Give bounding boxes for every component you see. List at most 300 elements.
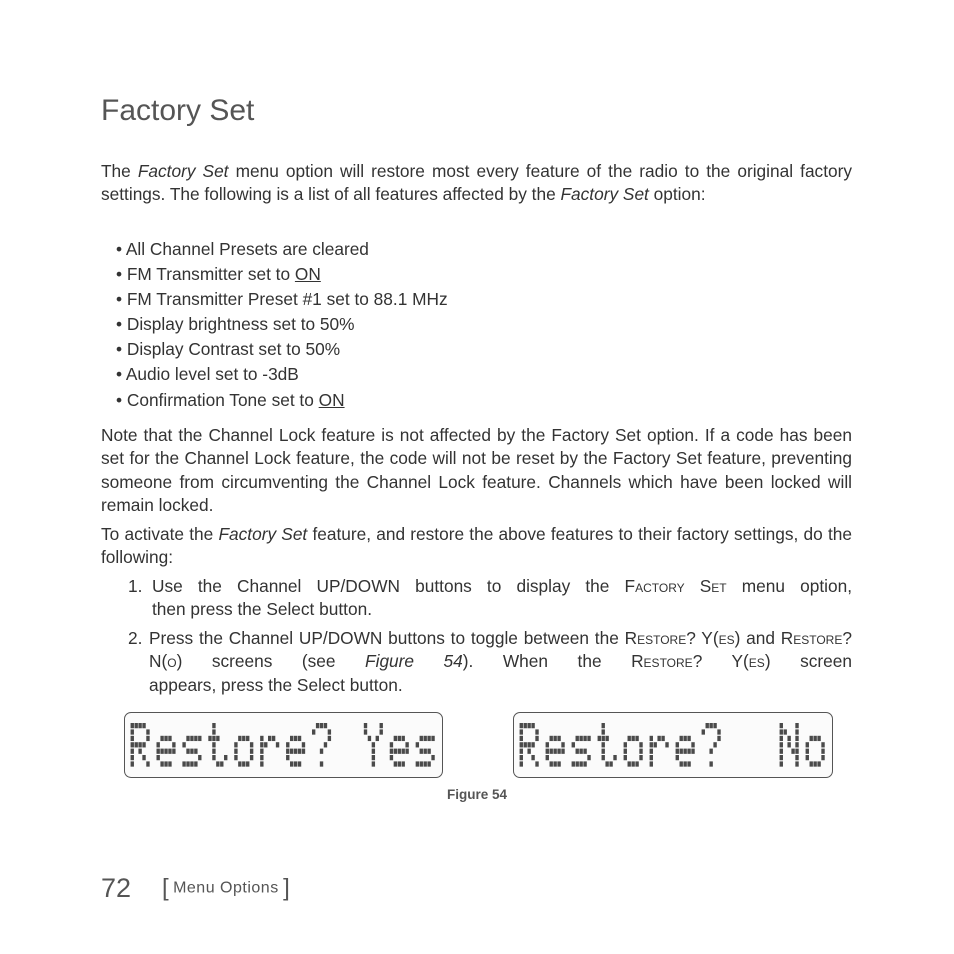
lcd-dot	[146, 729, 149, 734]
lcd-char	[416, 736, 435, 767]
lcd-dot	[531, 742, 534, 747]
lcd-dot	[806, 755, 809, 760]
lcd-dot	[135, 723, 138, 728]
lcd-dot	[628, 736, 631, 741]
lcd-dot	[780, 736, 783, 741]
lcd-dot	[320, 749, 323, 754]
lcd-dot	[216, 736, 219, 741]
lcd-dot	[795, 736, 798, 741]
lcd-dot	[717, 729, 720, 734]
lcd-char	[546, 736, 565, 767]
lcd-dot	[795, 742, 798, 747]
lcd-dot	[531, 755, 534, 760]
lcd-dot	[520, 755, 523, 760]
lcd-dot	[402, 761, 405, 766]
lcd-dot	[691, 749, 694, 754]
lcd-dot	[390, 742, 393, 747]
lcd-dot	[631, 736, 634, 741]
lcd-dot	[420, 761, 423, 766]
feature-list	[116, 238, 448, 414]
lcd-char	[312, 723, 331, 767]
lcd-dot	[142, 723, 145, 728]
lcd-dot	[572, 761, 575, 766]
lcd-dot	[527, 723, 530, 728]
lcd-dot	[186, 736, 189, 741]
lcd-dot	[420, 736, 423, 741]
lcd-dot	[821, 742, 824, 747]
lcd-dot	[190, 761, 193, 766]
lcd-dot	[602, 729, 605, 734]
lcd-dot	[312, 729, 315, 734]
lcd-dot	[372, 742, 375, 747]
lcd-dot	[234, 749, 237, 754]
lcd-dot	[702, 729, 705, 734]
lcd-dot	[602, 736, 605, 741]
lcd-dot	[156, 742, 159, 747]
lcd-dot	[817, 736, 820, 741]
lcd-char	[702, 723, 721, 767]
lcd-dot	[691, 742, 694, 747]
lcd-dot	[246, 736, 249, 741]
lcd-dot	[680, 749, 683, 754]
lcd-dot	[405, 742, 408, 747]
lcd-char	[676, 736, 695, 767]
lcd-dot	[795, 755, 798, 760]
lcd-char	[780, 723, 799, 767]
lcd-dot	[212, 723, 215, 728]
lcd-dot	[186, 749, 189, 754]
lcd-dot	[372, 761, 375, 766]
lcd-dot	[146, 736, 149, 741]
lcd-char	[650, 736, 669, 767]
lcd-dot	[546, 755, 549, 760]
lcd-dot	[131, 723, 134, 728]
list-item: • FM Transmitter set to ON	[116, 264, 321, 285]
lcd-dot	[260, 736, 263, 741]
list-item: • Audio level set to -3dB	[116, 364, 299, 385]
lcd-dot	[376, 736, 379, 741]
lcd-dot	[654, 742, 657, 747]
lcd-dot	[795, 749, 798, 754]
lcd-dot	[250, 755, 253, 760]
lcd-dot	[238, 761, 241, 766]
lcd-dot	[717, 736, 720, 741]
lcd-dot	[806, 742, 809, 747]
list-item: • All Channel Presets are cleared	[116, 239, 369, 259]
lcd-dot	[602, 742, 605, 747]
step-number: 1.	[128, 576, 143, 596]
lcd-dot	[290, 761, 293, 766]
lcd-dot	[190, 749, 193, 754]
lcd-dot	[135, 742, 138, 747]
lcd-dot	[168, 749, 171, 754]
lcd-dot	[294, 736, 297, 741]
lcd-dot	[795, 729, 798, 734]
lcd-dot	[131, 755, 134, 760]
lcd-dot	[576, 761, 579, 766]
lcd-dot	[290, 736, 293, 741]
lcd-dot	[238, 736, 241, 741]
list-item: • Confirmation Tone set to ON	[116, 389, 345, 410]
lcd-dot	[224, 755, 227, 760]
lcd-dot	[260, 742, 263, 747]
lcd-dot	[131, 742, 134, 747]
lcd-dot	[138, 749, 141, 754]
lcd-dot	[821, 755, 824, 760]
lcd-dot	[198, 755, 201, 760]
lcd-dot	[780, 749, 783, 754]
lcd-dot	[212, 749, 215, 754]
lcd-dot	[687, 736, 690, 741]
lcd-dot	[212, 736, 215, 741]
lcd-dot	[246, 761, 249, 766]
lcd-dot	[298, 736, 301, 741]
lcd-dot	[650, 755, 653, 760]
step-text: Use the Channel UP/DOWN buttons to display the Factory Set menu option, then press the Select button.	[152, 576, 852, 620]
intro-paragraph	[101, 160, 852, 207]
lcd-dot	[650, 736, 653, 741]
lcd-dot	[431, 736, 434, 741]
lcd-dot	[260, 749, 263, 754]
lcd-dot	[186, 761, 189, 766]
lcd-dot	[250, 742, 253, 747]
lcd-dot	[527, 742, 530, 747]
lcd-char	[806, 736, 825, 767]
lcd-dot	[524, 742, 527, 747]
lcd-dot	[427, 736, 430, 741]
lcd-dot	[602, 723, 605, 728]
lcd-dot	[810, 736, 813, 741]
intro-text-2: menu option will restore most every feature of the radio to the original factory settings. The following is a list of all features affected by the	[101, 161, 852, 205]
lcd-dot	[624, 749, 627, 754]
lcd-dot	[234, 742, 237, 747]
lcd-dot	[260, 755, 263, 760]
lcd-dot	[587, 755, 590, 760]
lcd-dot	[194, 736, 197, 741]
footer-open-bracket: [	[161, 874, 169, 902]
lcd-dot	[635, 736, 638, 741]
lcd-char	[520, 723, 539, 767]
lcd-dot	[424, 736, 427, 741]
lcd-char	[572, 736, 591, 767]
lcd-dot	[364, 729, 367, 734]
lcd-char	[234, 736, 253, 767]
lcd-dot-matrix	[514, 713, 834, 779]
lcd-dot	[194, 761, 197, 766]
lcd-dot	[609, 761, 612, 766]
lcd-screen-restore-yes	[124, 712, 443, 778]
lcd-dot	[561, 742, 564, 747]
lcd-dot	[380, 729, 383, 734]
lcd-dot	[427, 761, 430, 766]
lcd-dot	[524, 723, 527, 728]
lcd-dot	[286, 755, 289, 760]
lcd-dot	[416, 761, 419, 766]
lcd-dot	[320, 761, 323, 766]
lcd-dot	[182, 761, 185, 766]
lcd-dot	[208, 736, 211, 741]
lcd-dot	[250, 749, 253, 754]
lcd-char	[286, 736, 305, 767]
lcd-dot	[676, 749, 679, 754]
intro-text-1: The	[101, 161, 138, 181]
lcd-dot	[398, 761, 401, 766]
lcd-dot	[268, 736, 271, 741]
lcd-dot	[138, 723, 141, 728]
lcd-dot	[806, 749, 809, 754]
lcd-dot	[131, 749, 134, 754]
lcd-dot	[146, 761, 149, 766]
footer-section-name: Menu Options	[173, 879, 279, 897]
lcd-char	[390, 736, 409, 767]
lcd-dot	[661, 736, 664, 741]
lcd-dot	[810, 761, 813, 766]
lcd-dot	[605, 736, 608, 741]
lcd-dot	[405, 749, 408, 754]
lcd-dot	[156, 755, 159, 760]
lcd-dot	[131, 729, 134, 734]
page-footer	[101, 873, 290, 904]
lcd-dot	[142, 742, 145, 747]
lcd-dot	[557, 761, 560, 766]
lcd-dot	[576, 749, 579, 754]
lcd-dot	[602, 755, 605, 760]
lcd-dot	[780, 755, 783, 760]
lcd-dot	[713, 742, 716, 747]
lcd-dot	[624, 742, 627, 747]
lcd-dot	[286, 749, 289, 754]
lcd-dot	[780, 761, 783, 766]
page-number: 72	[101, 873, 132, 903]
lcd-dot	[709, 761, 712, 766]
lcd-dot	[583, 736, 586, 741]
lcd-dot	[579, 749, 582, 754]
lcd-dot	[680, 736, 683, 741]
lcd-dot	[398, 749, 401, 754]
lcd-dot	[328, 729, 331, 734]
lcd-dot	[294, 761, 297, 766]
lcd-dot	[624, 755, 627, 760]
note-paragraph: Note that the Channel Lock feature is not affected by the Factory Set option. If a code has been set for the Channel Lock feature, the code will not be reset by the Factory Set feature, preventing someone from circumventing the Channel Lock feature. Channels which have been locked will remain locked.	[101, 425, 852, 516]
lcd-dot	[605, 761, 608, 766]
lcd-dot	[520, 749, 523, 754]
lcd-dot	[372, 749, 375, 754]
lcd-dot	[639, 749, 642, 754]
lcd-dot-matrix	[125, 713, 444, 779]
lcd-dot	[298, 749, 301, 754]
lcd-dot	[520, 729, 523, 734]
footer-close-bracket: ]	[283, 874, 290, 902]
lcd-char	[182, 736, 201, 767]
lcd-dot	[531, 723, 534, 728]
lcd-dot	[780, 742, 783, 747]
lcd-dot	[394, 749, 397, 754]
lcd-dot	[220, 761, 223, 766]
intro-emphasis-2: Factory Set	[560, 184, 649, 205]
list-item: • FM Transmitter Preset #1 set to 88.1 MHz	[116, 289, 448, 310]
lcd-dot	[216, 761, 219, 766]
lcd-dot	[420, 749, 423, 754]
lcd-dot	[194, 749, 197, 754]
lcd-dot	[390, 755, 393, 760]
lcd-dot	[324, 723, 327, 728]
lcd-dot	[234, 755, 237, 760]
lcd-dot	[172, 742, 175, 747]
lcd-dot	[813, 761, 816, 766]
lcd-dot	[142, 755, 145, 760]
lcd-char	[364, 723, 383, 767]
lcd-dot	[316, 723, 319, 728]
lcd-dot	[650, 749, 653, 754]
lcd-dot	[182, 742, 185, 747]
lcd-dot	[579, 761, 582, 766]
lcd-dot	[813, 736, 816, 741]
lcd-dot	[546, 749, 549, 754]
lcd-dot	[160, 761, 163, 766]
lcd-dot	[665, 742, 668, 747]
list-item: • Display brightness set to 50%	[116, 314, 355, 335]
lcd-dot	[520, 742, 523, 747]
lcd-dot	[587, 736, 590, 741]
lcd-dot	[821, 749, 824, 754]
figure-caption: Figure 54	[446, 787, 508, 802]
lcd-dot	[131, 761, 134, 766]
lcd-dot	[272, 736, 275, 741]
lcd-dot	[372, 755, 375, 760]
lcd-dot	[553, 761, 556, 766]
lcd-dot	[298, 761, 301, 766]
lcd-dot	[583, 749, 586, 754]
lcd-dot	[402, 749, 405, 754]
lcd-dot	[780, 723, 783, 728]
lcd-dot	[546, 742, 549, 747]
lcd-dot	[784, 729, 787, 734]
lcd-dot	[550, 761, 553, 766]
lcd-dot	[561, 749, 564, 754]
lcd-dot	[527, 749, 530, 754]
lcd-dot	[550, 736, 553, 741]
lcd-dot	[424, 749, 427, 754]
lcd-dot	[190, 736, 193, 741]
lcd-dot	[431, 755, 434, 760]
lcd-dot	[416, 742, 419, 747]
lcd-dot	[198, 736, 201, 741]
lcd-dot	[572, 742, 575, 747]
lcd-dot	[683, 736, 686, 741]
lcd-dot	[639, 742, 642, 747]
lcd-dot	[602, 749, 605, 754]
lcd-char	[156, 736, 175, 767]
lcd-dot	[380, 723, 383, 728]
lcd-dot	[791, 749, 794, 754]
lcd-dot	[676, 755, 679, 760]
lcd-dot	[553, 736, 556, 741]
lcd-dot	[394, 736, 397, 741]
lcd-dot	[390, 749, 393, 754]
activate-paragraph: To activate the Factory Set feature, and restore the above features to their factory settings, do the following:	[101, 524, 852, 568]
lcd-dot	[676, 742, 679, 747]
lcd-screen-restore-no	[513, 712, 833, 778]
lcd-dot	[579, 736, 582, 741]
lcd-dot	[680, 761, 683, 766]
lcd-dot	[260, 761, 263, 766]
lcd-dot	[168, 761, 171, 766]
list-item: • Display Contrast set to 50%	[116, 339, 341, 360]
intro-text-3: option:	[648, 184, 706, 205]
lcd-dot	[212, 755, 215, 760]
lcd-dot	[683, 761, 686, 766]
lcd-dot	[264, 742, 267, 747]
lcd-dot	[613, 755, 616, 760]
lcd-dot	[817, 761, 820, 766]
lcd-dot	[242, 761, 245, 766]
step-number: 2.	[128, 628, 143, 648]
lcd-dot	[364, 723, 367, 728]
lcd-char	[598, 723, 617, 767]
lcd-dot	[160, 736, 163, 741]
lcd-dot	[402, 736, 405, 741]
lcd-dot	[160, 749, 163, 754]
lcd-dot	[164, 761, 167, 766]
lcd-dot	[398, 736, 401, 741]
lcd-dot	[787, 736, 790, 741]
page-title: Factory Set	[101, 94, 255, 127]
lcd-dot	[598, 736, 601, 741]
lcd-dot	[156, 749, 159, 754]
lcd-dot	[650, 761, 653, 766]
lcd-dot	[683, 749, 686, 754]
lcd-dot	[520, 761, 523, 766]
lcd-dot	[324, 742, 327, 747]
lcd-dot	[795, 761, 798, 766]
lcd-dot	[172, 749, 175, 754]
lcd-dot	[520, 723, 523, 728]
lcd-dot	[787, 742, 790, 747]
lcd-dot	[780, 729, 783, 734]
lcd-dot	[320, 723, 323, 728]
lcd-dot	[535, 761, 538, 766]
lcd-char	[131, 723, 150, 767]
lcd-dot	[709, 723, 712, 728]
lcd-dot	[687, 761, 690, 766]
intro-emphasis-1: Factory Set	[137, 161, 229, 181]
lcd-dot	[709, 749, 712, 754]
lcd-dot	[557, 749, 560, 754]
activate-emphasis: Factory Set	[218, 524, 308, 544]
lcd-dot	[394, 761, 397, 766]
lcd-dot	[164, 736, 167, 741]
lcd-dot	[328, 736, 331, 741]
lcd-dot	[520, 736, 523, 741]
lcd-dot	[650, 742, 653, 747]
lcd-dot	[302, 749, 305, 754]
lcd-dot	[276, 742, 279, 747]
lcd-dot	[424, 761, 427, 766]
step-text: Press the Channel UP/DOWN buttons to toggle between the Restore? Y(es) and Restore? N(o) screens (see Figure 54). When the Restore? Y(es) screen appears, press the Select button.	[149, 628, 852, 695]
lcd-char	[260, 736, 279, 767]
lcd-dot	[635, 761, 638, 766]
lcd-dot	[368, 736, 371, 741]
lcd-dot	[639, 755, 642, 760]
lcd-dot	[294, 749, 297, 754]
lcd-dot	[713, 723, 716, 728]
lcd-dot	[553, 749, 556, 754]
lcd-dot	[631, 761, 634, 766]
lcd-dot	[706, 723, 709, 728]
lcd-char	[624, 736, 643, 767]
lcd-char	[208, 723, 227, 767]
lcd-dot	[535, 736, 538, 741]
